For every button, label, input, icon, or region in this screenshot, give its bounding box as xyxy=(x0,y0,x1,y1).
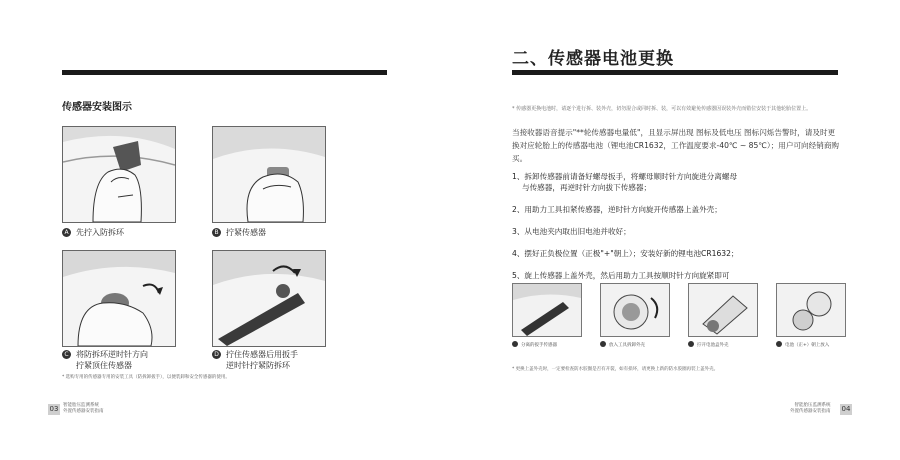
page-number-right: 04 xyxy=(841,405,851,413)
section-title: 传感器安装图示 xyxy=(62,102,132,113)
step-1-text-2: 与传感器，再逆时针方向拔下传感器； xyxy=(522,183,652,192)
anti-theft-ring-illustration xyxy=(63,251,175,346)
caption-c xyxy=(62,349,148,371)
battery-insert-icon xyxy=(777,284,845,336)
thumb-caption-1 xyxy=(512,341,557,348)
thumb-4 xyxy=(776,283,846,337)
sensor-tighten-illustration xyxy=(213,127,325,222)
thumb-caption-4 xyxy=(776,341,829,348)
photo-panel-c xyxy=(62,250,176,347)
photo-panel-a xyxy=(62,126,176,223)
photo-panel-b xyxy=(212,126,326,223)
step-item xyxy=(512,226,842,237)
battery-case-icon xyxy=(689,284,757,336)
caption-c-text: 将防拆环逆时针方向 xyxy=(76,350,148,359)
caption-d xyxy=(212,349,298,371)
thumb-caption-3-text: 拧开电池盒外壳 xyxy=(697,343,729,348)
photo-panel-d xyxy=(212,250,326,347)
right-page xyxy=(450,0,900,460)
left-footnote: * 选购专用的传感器专用的安装工具（防拆卸扳手），以便装卸和安全传感器的使用。 xyxy=(62,375,230,380)
step-badge-b: B xyxy=(212,228,221,237)
top-rule xyxy=(62,70,387,75)
step-3-text: 3、从电池夹内取出旧电池并收好； xyxy=(512,227,631,236)
thumb-caption-2-text: 放入工具拆卸外壳 xyxy=(609,343,645,348)
caption-a-text: 先拧入防拆环 xyxy=(76,228,124,237)
footer-text-right xyxy=(790,403,831,415)
step-item xyxy=(512,270,842,281)
thumb-1 xyxy=(512,283,582,337)
step-badge-c: C xyxy=(62,350,71,359)
step-item xyxy=(512,171,842,193)
bottom-note: * 更换上盖外壳时，一定要检查防水胶圈是否有开裂，如有损坏，请更换上新的防水胶圈再装上盖外壳。 xyxy=(512,367,719,372)
caption-d-text-2: 逆时针拧紧防拆环 xyxy=(226,361,290,370)
footer-line-1: 智能胎压监测系统 xyxy=(63,403,99,408)
thumb-2 xyxy=(600,283,670,337)
top-rule-right xyxy=(512,70,838,75)
step-2-text: 2、用助力工具扣紧传感器，逆时针方向旋开传感器上盖外壳； xyxy=(512,205,722,214)
step-4-text: 4、摆好正负极位置（正极"+"朝上）；安装好新的锂电池CR1632； xyxy=(512,249,739,258)
footer-line-2: 外置传感器安装指南 xyxy=(790,409,831,414)
caption-b xyxy=(212,227,266,238)
step-item xyxy=(512,248,842,259)
thumb-caption-2 xyxy=(600,341,645,348)
thumb-caption-4-text: 电池（正+）朝上放入 xyxy=(785,343,830,348)
caption-d-text: 拧住传感器后用扳手 xyxy=(226,350,298,359)
step-badge-a: A xyxy=(62,228,71,237)
step-1-text: 1、拆卸传感器前请备好螺母扳手，将螺母顺时针方向旋进分离螺母 xyxy=(512,172,738,181)
step-badge-d: D xyxy=(212,350,221,359)
thumb-caption-3 xyxy=(688,341,729,348)
page-number-left: 03 xyxy=(49,405,59,413)
thumb-caption-1-text: 分离的扳手传感器 xyxy=(521,343,557,348)
steps-list xyxy=(512,171,842,292)
caption-b-text: 拧紧传感器 xyxy=(226,228,266,237)
caption-a xyxy=(62,227,124,238)
footer-text-left xyxy=(63,403,104,415)
step-item xyxy=(512,204,842,215)
intro-paragraph: 当接收器语音提示"**轮传感器电量低"，且显示屏出现 图标及低电压 图标闪烁告警时，请及时更换对应轮胎上的传感器电池（锂电池CR1632，工作温度要求-40℃ ~ 85℃）；用户可向经销商购买。 xyxy=(512,128,840,163)
footer-line-1: 智能胎压监测系统 xyxy=(794,403,831,408)
intro-note: * 传感器更换电池时，请逐个进行拆、装外壳，切勿混合或同时拆、装，可以有效避免传感器因误装外壳而错位安装于其他轮胎位置上。 xyxy=(512,106,812,112)
wrench-illustration xyxy=(213,251,325,346)
step-5-text: 5、旋上传感器上盖外壳，然后用助力工具按顺时针方向旋紧即可 xyxy=(512,271,730,280)
sensor-housing-icon xyxy=(601,284,669,336)
footer-line-2: 外置传感器安装指南 xyxy=(63,409,104,414)
thumb-3 xyxy=(688,283,758,337)
wrench-removal-icon xyxy=(513,284,581,336)
valve-cap-illustration xyxy=(63,127,175,222)
caption-c-text-2: 拧紧顶住传感器 xyxy=(76,361,132,370)
page-heading: 二、传感器电池更换 xyxy=(512,49,674,69)
